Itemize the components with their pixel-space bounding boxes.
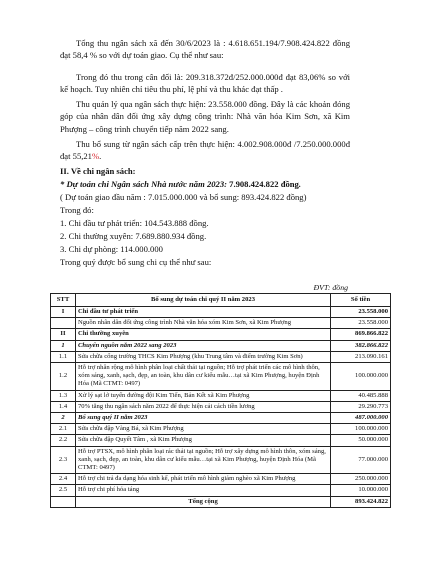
row-content: Sửa chữa đập Vàng Bá, xã Kim Phượng xyxy=(76,424,331,435)
supplement-intro-text: Trong quý được bổ sung chi cụ thể như sau: xyxy=(60,257,212,267)
spending-item-1 xyxy=(60,217,350,229)
table-row xyxy=(51,435,391,446)
row-stt: 1.2 xyxy=(51,363,76,391)
row-stt: I xyxy=(51,307,76,318)
row-amount: 100.000.000 xyxy=(331,363,391,391)
header-amount: Số tiền xyxy=(331,294,391,307)
table-row xyxy=(51,474,391,485)
row-amount: 40.485.888 xyxy=(331,390,391,401)
total-row xyxy=(51,496,391,507)
header-content: Bổ sung dự toán chi quý II năm 2023 xyxy=(76,294,331,307)
spending-heading xyxy=(60,165,350,177)
row-content: Chuyển nguồn năm 2022 sang 2023 xyxy=(76,340,331,351)
row-content: 70% tăng thu ngân sách năm 2022 để thực hiện cải cách tiền lương xyxy=(76,401,331,412)
spending-item-3 xyxy=(60,243,350,255)
revenue-total-paragraph xyxy=(60,37,350,62)
row-content: Sửa chữa cổng trường THCS Kim Phượng (khu Trung tâm và điểm trường Kim Sơn) xyxy=(76,351,331,362)
row-content: Hỗ trợ chi trả đa dạng hóa sinh kế, phát triển mô hình giảm nghèo xã Kim Phượng xyxy=(76,474,331,485)
row-amount: 382.866.822 xyxy=(331,340,391,351)
row-amount: 100.000.000 xyxy=(331,424,391,435)
supplement-revenue-period: . xyxy=(99,151,102,162)
row-content: Chi thường xuyên xyxy=(76,329,331,340)
total-label: Tổng cộng xyxy=(76,496,331,507)
table-row xyxy=(51,446,391,474)
row-content: Hỗ trợ nhân rộng mô hình phân loại chất thải tại nguồn; Hỗ trợ phát triển các mô hình thôn, xóm sáng, xanh, sạch, đẹp, an toàn, khu dân cư kiểu mẫu…tại xã Kim Phượng, huyện Định Hóa (Mã CTMT: 0497) xyxy=(76,363,331,391)
table-row xyxy=(51,307,391,318)
table-row xyxy=(51,390,391,401)
total-stt xyxy=(51,496,76,507)
spending-estimate-detail-text: ( Dự toán giao đầu năm : 7.015.000.000 và bổ sung: 893.424.822 đồng) xyxy=(60,192,307,202)
row-amount: 23.558.000 xyxy=(331,318,391,329)
row-stt: 1.1 xyxy=(51,351,76,362)
row-amount: 23.558.000 xyxy=(331,307,391,318)
spending-estimate-line xyxy=(60,178,350,190)
row-content: Bổ sung quý II năm 2023 xyxy=(76,413,331,424)
row-content: Sửa chữa đập Quyết Tâm , xã Kim Phượng xyxy=(76,435,331,446)
supplement-intro xyxy=(60,256,350,268)
total-amount: 893.424.822 xyxy=(331,496,391,507)
in-which-label xyxy=(60,204,350,216)
row-stt: II xyxy=(51,329,76,340)
row-stt: 1 xyxy=(51,340,76,351)
spending-item-2-text: 2. Chi thường xuyên: 7.689.880.934 đồng. xyxy=(60,231,207,241)
spending-estimate-label: * Dự toán chi Ngân sách Nhà nước năm 2023: xyxy=(60,179,230,189)
row-content: Xử lý sạt lở tuyến đường đội Kim Tiến, Bản Kết xã Kim Phượng xyxy=(76,390,331,401)
row-stt: 2.2 xyxy=(51,435,76,446)
row-stt: 2.4 xyxy=(51,474,76,485)
row-amount: 869.866.822 xyxy=(331,329,391,340)
budget-supplement-table xyxy=(50,293,391,508)
row-stt xyxy=(51,318,76,329)
row-amount: 29.290.773 xyxy=(331,401,391,412)
spending-estimate-detail xyxy=(60,191,350,203)
row-stt: 2.1 xyxy=(51,424,76,435)
percent-red: % xyxy=(91,151,100,162)
row-stt: 2.3 xyxy=(51,446,76,474)
row-amount: 10.000.000 xyxy=(331,485,391,496)
supplement-revenue-paragraph xyxy=(60,138,350,163)
table-body xyxy=(51,307,391,497)
table-header-row xyxy=(51,294,391,307)
spending-item-1-text: 1. Chi đầu tư phát triển: 104.543.888 đồng. xyxy=(60,218,209,228)
table-row xyxy=(51,351,391,362)
managed-revenue-text: Thu quản lý qua ngân sách thực hiện: 23.558.000 đồng. Đây là các khoản đóng góp của nhân dân đối ứng xây dựng công trình: Nhà văn hóa Kim Sơn, xã Kim Phượng – công trình chuyển tiếp năm 2022 sang. xyxy=(60,99,350,134)
row-stt: 1.4 xyxy=(51,401,76,412)
row-amount: 213.090.161 xyxy=(331,351,391,362)
row-stt: 2 xyxy=(51,413,76,424)
row-content: Nguồn nhân dân đối ứng công trình Nhà văn hóa xóm Kim Sơn, xã Kim Phượng xyxy=(76,318,331,329)
managed-revenue-paragraph xyxy=(60,98,350,135)
table-row xyxy=(51,329,391,340)
spending-estimate-period: . xyxy=(298,179,302,189)
spending-item-3-text: 3. Chi dự phòng: 114.000.000 xyxy=(60,244,163,254)
balanced-revenue-paragraph xyxy=(60,71,350,96)
header-stt: STT xyxy=(51,294,76,307)
row-content: Hỗ trợ PTSX, mô hình phân loại rác thải tại nguồn; Hỗ trợ xây dựng mô hình thôn, xóm sáng, xanh, sạch, đẹp, an toàn, khu dân cư kiểu mẫu…tại xã Kim Phượng, huyện Định Hóa (Mã CTMT: 0497) xyxy=(76,446,331,474)
spending-item-2 xyxy=(60,230,350,242)
row-stt: 1.3 xyxy=(51,390,76,401)
table-row xyxy=(51,318,391,329)
row-content: Chi đầu tư phát triển xyxy=(76,307,331,318)
table-row xyxy=(51,424,391,435)
table-row xyxy=(51,401,391,412)
in-which-text: Trong đó: xyxy=(60,205,94,215)
row-amount: 250.000.000 xyxy=(331,474,391,485)
table-row xyxy=(51,485,391,496)
row-amount: 50.000.000 xyxy=(331,435,391,446)
table-row xyxy=(51,340,391,351)
row-amount: 487.000.000 xyxy=(331,413,391,424)
spending-heading-text: II. Về chi ngân sách: xyxy=(60,166,136,176)
supplement-revenue-text: Thu bổ sung từ ngân sách cấp trên thực hiện: 4.002.908.000đ /7.250.000.000đ đạt 55,21 xyxy=(60,139,350,162)
revenue-total-text: Tổng thu ngân sách xã đến 30/6/2023 là : 4.618.651.194/7.908.424.822 đồng đạt 58,4 % so với dự toán giao. Cụ thể như sau: xyxy=(60,38,350,61)
row-amount: 77.000.000 xyxy=(331,446,391,474)
table-row xyxy=(51,363,391,391)
row-content: Hỗ trợ chi phí hỏa táng xyxy=(76,485,331,496)
balanced-revenue-text: Trong đó thu trong cân đối là: 209.318.372đ/252.000.000đ đạt 83,06% so với kế hoạch. Tuy nhiên chỉ tiêu thu phí, lệ phí và thu khác đạt thấp . xyxy=(60,72,350,95)
spending-estimate-amount: 7.908.424.822 đồng xyxy=(229,179,299,189)
row-stt: 2.5 xyxy=(51,485,76,496)
unit-label: ĐVT: đồng xyxy=(313,283,348,292)
table-row xyxy=(51,413,391,424)
